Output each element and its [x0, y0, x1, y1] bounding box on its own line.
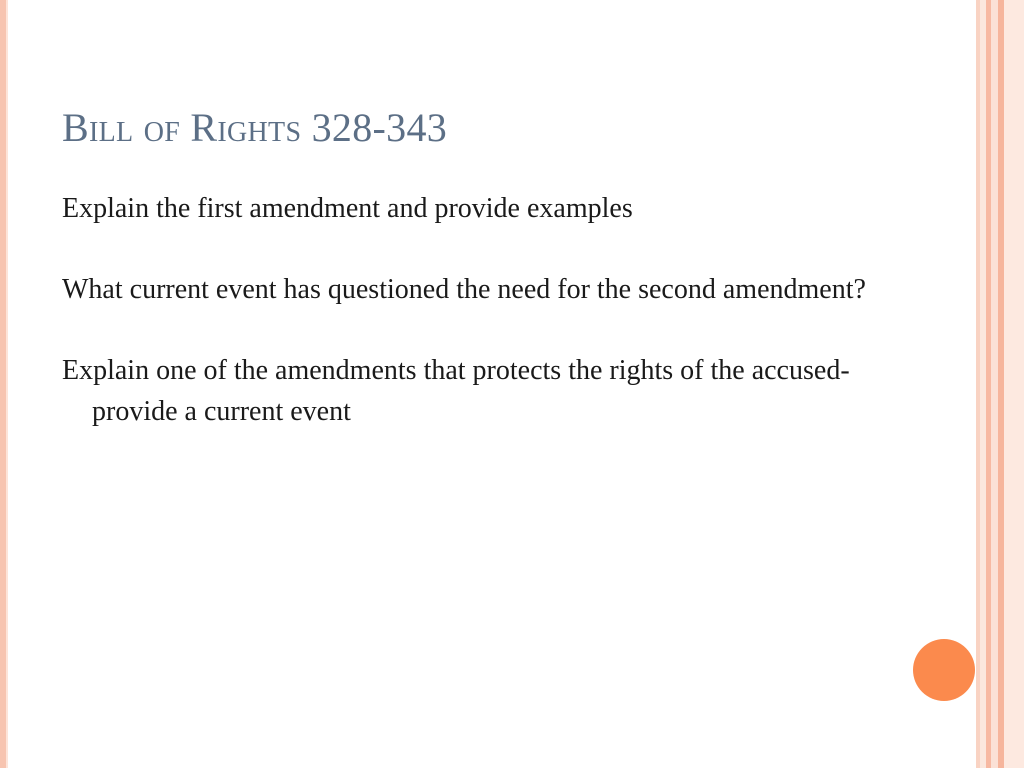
body-paragraph: Explain one of the amendments that protects the rights of the accused-provide a current event	[62, 355, 850, 427]
accent-circle-icon	[913, 639, 975, 701]
slide-body	[62, 188, 932, 472]
slide-title: Bill of Rights 328-343	[62, 105, 448, 150]
left-border-inner-stripe	[6, 0, 8, 768]
body-paragraph: Explain the first amendment and provide examples	[62, 193, 633, 224]
body-paragraph: What current event has questioned the need for the second amendment?	[62, 274, 866, 305]
right-border-stripe	[991, 0, 998, 768]
right-border-stripe	[1004, 0, 1024, 768]
